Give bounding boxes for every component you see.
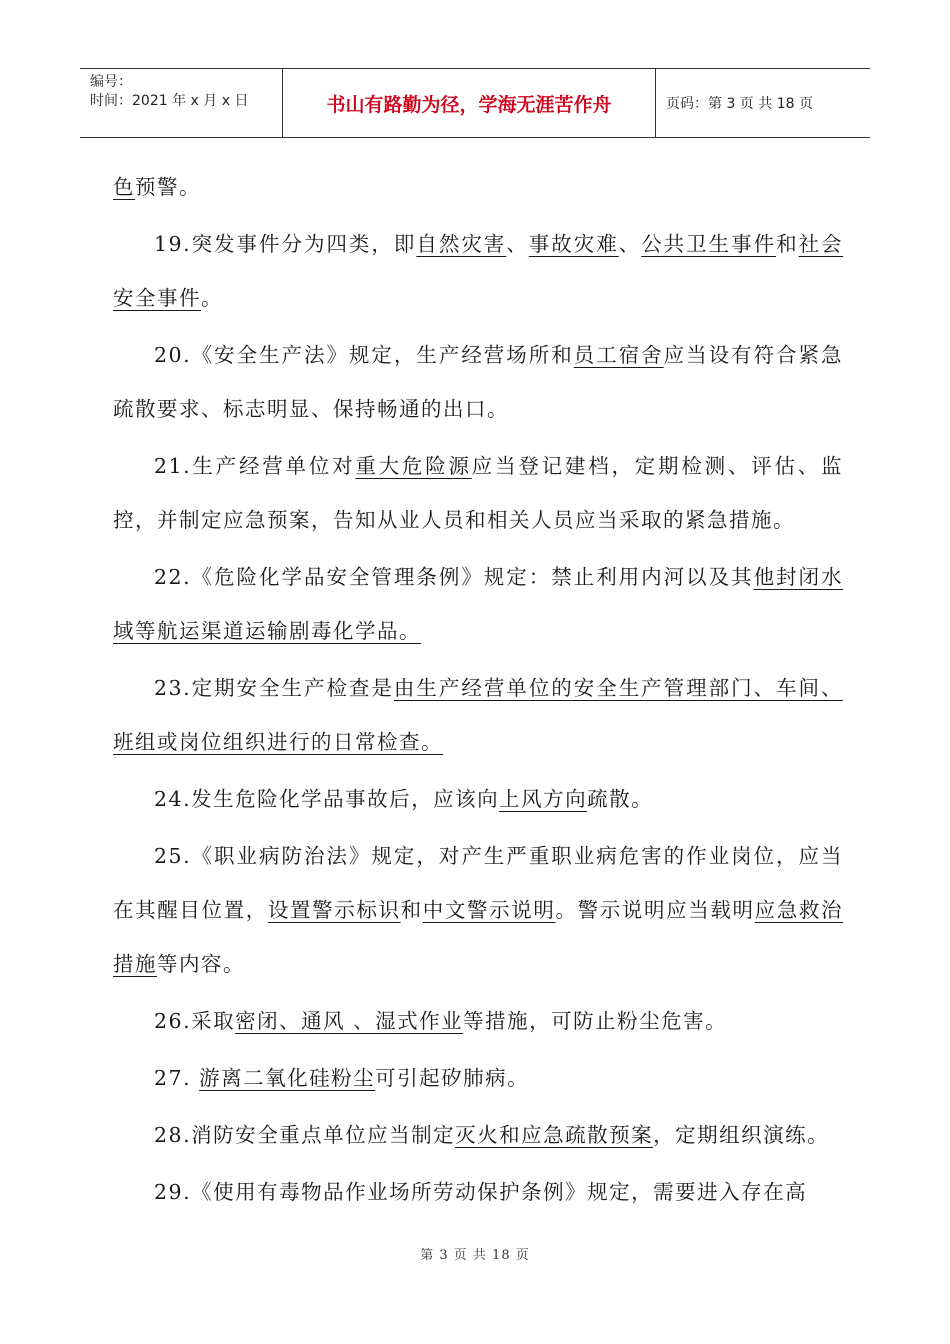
paragraph [113, 439, 843, 547]
underlined-answer: 员工宿舍 [573, 343, 664, 367]
underlined-answer: 公共卫生事件 [641, 232, 777, 256]
underlined-answer: 事故灾难 [528, 232, 619, 256]
underlined-answer: 灭火和应急疏散预案 [455, 1123, 654, 1147]
text-segment: 23.定期安全生产检查是 [154, 676, 394, 700]
document-time-label: 时间：2021 年 x 月 x 日 [90, 93, 249, 109]
paragraph [113, 661, 843, 769]
underlined-answer: 设置警示标识 [267, 898, 401, 922]
text-segment: 。警示说明应当载明 [555, 898, 755, 922]
underlined-answer: 由生产经营单位的安全生产管理部门、车间、班组或岗位组织进行的日常检查。 [113, 676, 844, 754]
underlined-answer: 密闭、通风 、湿式作业 [235, 1009, 464, 1033]
text-segment: 预警。 [135, 175, 201, 199]
text-segment: 应当登记建档，定期检测、评估、监控，并制定应急预案，告知从业人员和相关人员应当采取的紧急措施。 [113, 454, 844, 532]
text-segment: 28.消防安全重点单位应当制定 [154, 1123, 456, 1147]
paragraph [113, 1108, 843, 1162]
text-segment: 、 [506, 232, 529, 256]
text-segment: 22.《危险化学品安全管理条例》规定：禁止利用内河以及其 [154, 565, 754, 589]
header-motto: 书山有路勤为径，学海无涯苦作舟 [282, 69, 656, 137]
document-number-label: 编号： [90, 74, 132, 90]
paragraph [113, 1051, 843, 1105]
text-segment: 。 [201, 286, 223, 310]
paragraph [113, 328, 843, 436]
paragraph [113, 160, 843, 214]
underlined-answer: 应急救治措施 [113, 898, 843, 976]
text-segment: 可引起矽肺病。 [375, 1066, 530, 1090]
text-segment: 19.突发事件分为四类，即 [154, 232, 417, 256]
paragraph [113, 1165, 843, 1219]
paragraph [113, 829, 843, 991]
text-segment: 和 [400, 898, 423, 922]
page-footer: 第 3 页 共 18 页 [420, 1248, 530, 1263]
text-segment: 20.《安全生产法》规定，生产经营场所和 [154, 343, 574, 367]
underlined-answer: 色 [113, 175, 135, 199]
paragraph [113, 994, 843, 1048]
underlined-answer: 游离二氧化硅粉尘 [199, 1066, 376, 1090]
underlined-answer: 上风方向 [499, 787, 588, 811]
text-segment: 24.发生危险化学品事故后，应该向 [154, 787, 500, 811]
text-segment: 等内容。 [157, 952, 245, 976]
underlined-answer: 自然灾害 [416, 232, 507, 256]
paragraph [113, 217, 843, 325]
text-segment: ，定期组织演练。 [653, 1123, 830, 1147]
paragraph [113, 550, 843, 658]
page-header [80, 68, 870, 138]
text-segment: 29.《使用有毒物品作业场所劳动保护条例》规定，需要进入存在高 [154, 1180, 808, 1204]
header-meta [80, 69, 282, 137]
text-segment: 应当设有符合紧急疏散要求、标志明显、保持畅通的出口。 [113, 343, 844, 421]
document-body [113, 160, 843, 1222]
text-segment: 25.《职业病防治法》规定，对产生严重职业病危害的作业岗位，应当在其醒目位置， [113, 844, 843, 922]
underlined-answer: 重大危险源 [355, 454, 472, 478]
text-segment: 疏散。 [587, 787, 654, 811]
text-segment: 等措施，可防止粉尘危害。 [463, 1009, 728, 1033]
underlined-answer: 中文警示说明 [422, 898, 556, 922]
text-segment: 21.生产经营单位对 [154, 454, 356, 478]
text-segment: 26.采取 [154, 1009, 236, 1033]
underlined-answer: 社会安全事件 [113, 232, 844, 310]
paragraph [113, 772, 843, 826]
text-segment: 和 [776, 232, 799, 256]
text-segment: 、 [618, 232, 642, 256]
text-segment: 27. [154, 1066, 200, 1090]
underlined-answer: 他封闭水域等航运渠道运输剧毒化学品。 [113, 565, 843, 643]
header-page-label: 页码：第 3 页 共 18 页 [666, 96, 813, 112]
